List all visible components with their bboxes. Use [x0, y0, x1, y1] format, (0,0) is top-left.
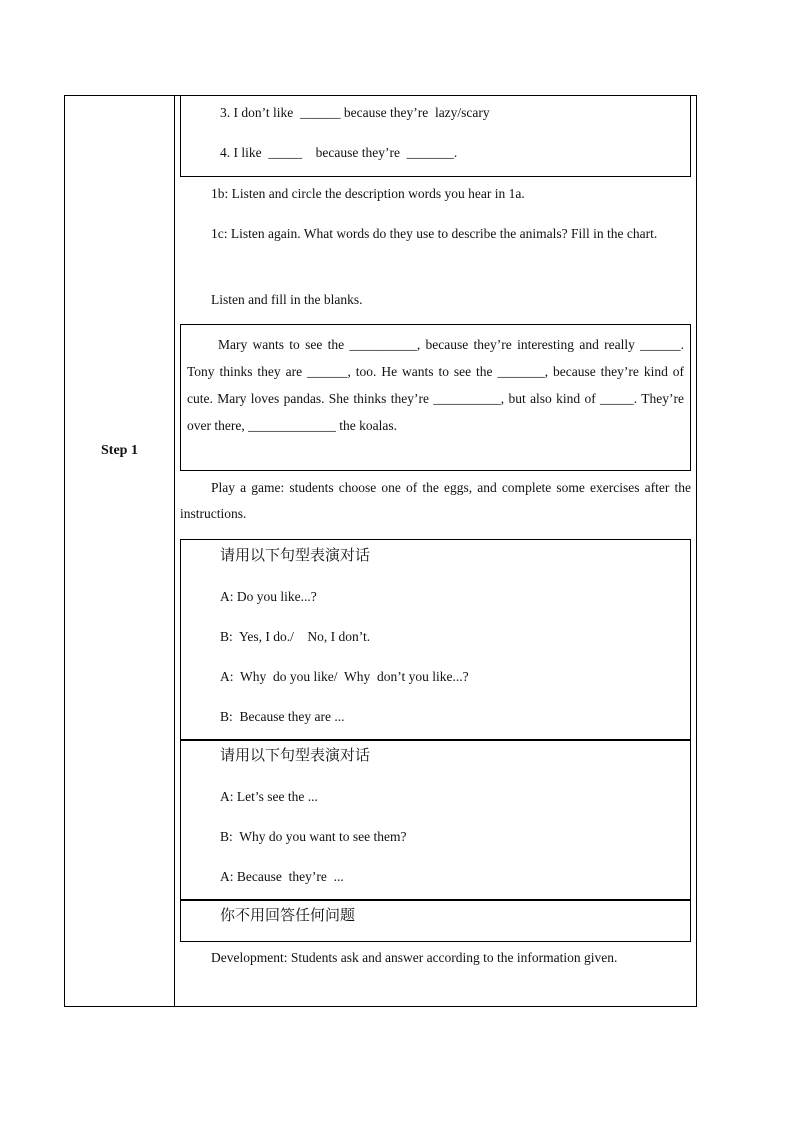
dialog-box-2	[180, 739, 691, 901]
instruction-listen	[180, 287, 691, 313]
dialog-1-line: A: Do you like...?	[220, 589, 317, 604]
instruction-1b	[180, 181, 691, 207]
dialog-1-line: B: Yes, I do./ No, I don’t.	[220, 629, 371, 644]
lesson-table	[64, 95, 697, 1007]
dialog-1-heading: 请用以下句型表演对话	[220, 546, 371, 564]
dialog-2-line: A: Let’s see the ...	[220, 789, 318, 804]
column-divider	[174, 96, 175, 1006]
fill-blank-passage	[187, 331, 684, 439]
instruction-1c	[180, 221, 691, 247]
step-label: Step 1	[101, 443, 138, 458]
pattern-line-3: 3. I don’t like ______ because they’re lazy/scary	[220, 105, 490, 120]
passage-text: Mary wants to see the __________, because they’re interesting and really ______. Tony thinks they are ______, too. He wants to see the _______, because they’re kind of cute. Mary loves pandas. She thinks they’re __________, but also kind of _____. They’re over there, _____________ the koalas.	[187, 337, 684, 433]
instruction-listen-text: Listen and fill in the blanks.	[211, 292, 363, 307]
sentence-pattern-box	[180, 95, 691, 177]
dialog-box-1	[180, 539, 691, 741]
dialog-1-line: A: Why do you like/ Why don’t you like...?	[220, 669, 469, 684]
development-note	[180, 945, 691, 971]
instruction-1c-text: 1c: Listen again. What words do they use to describe the animals? Fill in the chart.	[211, 226, 658, 241]
step-content	[180, 96, 692, 1006]
pattern-line-4: 4. I like _____ because they’re _______.	[220, 145, 458, 160]
dialog-1-line: B: Because they are ...	[220, 709, 345, 724]
development-text: Development: Students ask and answer according to the information given.	[211, 950, 618, 965]
dialog-3-heading: 你不用回答任何问题	[220, 906, 356, 924]
instruction-game	[180, 475, 691, 527]
instruction-1b-text: 1b: Listen and circle the description words you hear in 1a.	[211, 186, 525, 201]
dialog-2-heading: 请用以下句型表演对话	[220, 746, 371, 764]
passage-box	[180, 324, 691, 471]
instruction-game-text: Play a game: students choose one of the eggs, and complete some exercises after the instructions.	[180, 480, 691, 521]
dialog-box-3	[180, 899, 691, 942]
dialog-2-line: B: Why do you want to see them?	[220, 829, 407, 844]
dialog-2-line: A: Because they’re ...	[220, 869, 344, 884]
